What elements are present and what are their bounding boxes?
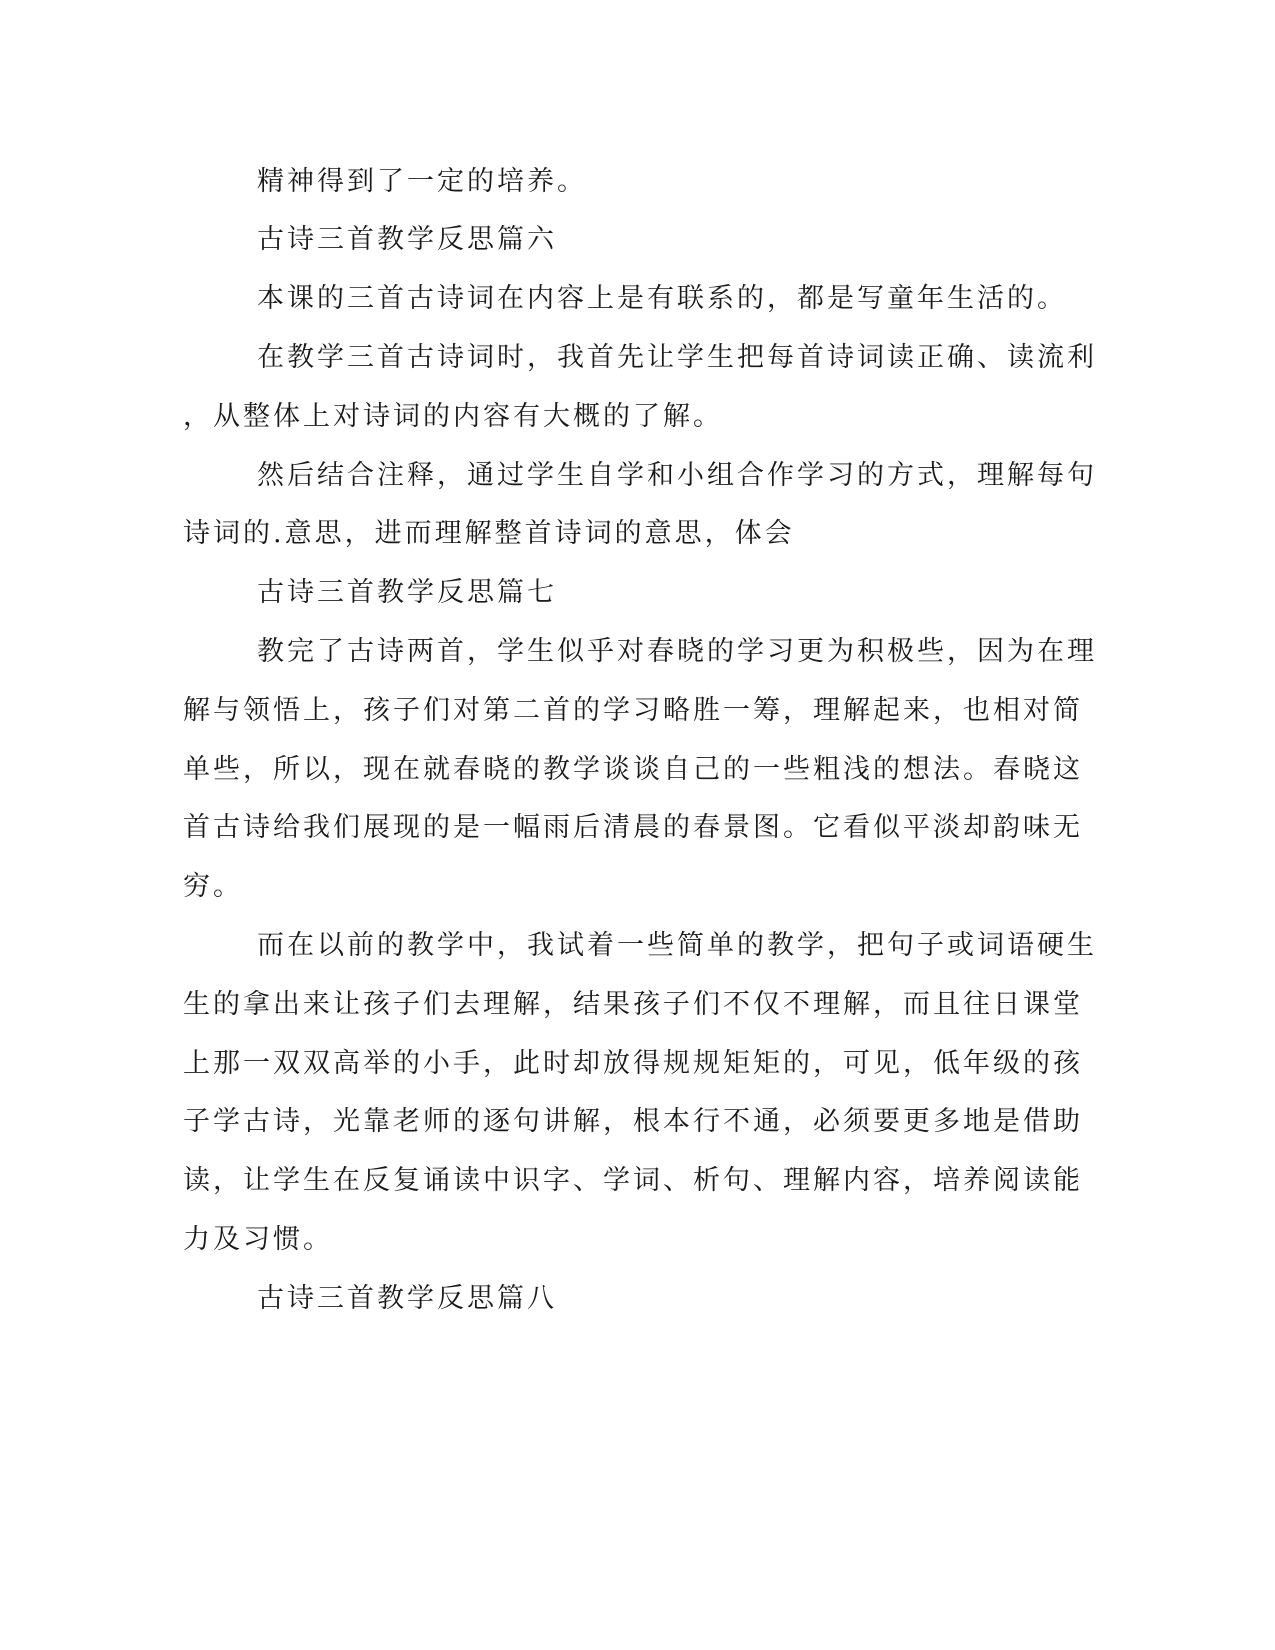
paragraph-line: 读，让学生在反复诵读中识字、学词、析句、理解内容，培养阅读能 — [183, 1165, 1083, 1196]
section-heading: 古诗三首教学反思篇六 — [257, 224, 557, 255]
paragraph-line: 然后结合注释，通过学生自学和小组合作学习的方式，理解每句 — [257, 460, 1097, 491]
paragraph-line: 精神得到了一定的培养。 — [257, 166, 587, 197]
paragraph-line: 教完了古诗两首，学生似乎对春晓的学习更为积极些，因为在理 — [257, 636, 1097, 667]
section-heading: 古诗三首教学反思篇八 — [257, 1283, 557, 1314]
paragraph-line: ，从整体上对诗词的内容有大概的了解。 — [183, 401, 723, 432]
paragraph-line: 解与领悟上，孩子们对第二首的学习略胜一筹，理解起来，也相对简 — [183, 695, 1083, 726]
paragraph-line: 诗词的.意思，进而理解整首诗词的意思，体会 — [183, 518, 795, 549]
paragraph-line: 首古诗给我们展现的是一幅雨后清晨的春景图。它看似平淡却韵味无 — [183, 812, 1083, 843]
paragraph-line: 而在以前的教学中，我试着一些简单的教学，把句子或词语硬生 — [257, 930, 1097, 961]
paragraph-line: 在教学三首古诗词时，我首先让学生把每首诗词读正确、读流利 — [257, 342, 1097, 373]
paragraph-line: 力及习惯。 — [183, 1224, 333, 1255]
paragraph-line: 本课的三首古诗词在内容上是有联系的，都是写童年生活的。 — [257, 283, 1067, 314]
paragraph-line: 子学古诗，光靠老师的逐句讲解，根本行不通，必须要更多地是借助 — [183, 1106, 1083, 1137]
paragraph-line: 单些，所以，现在就春晓的教学谈谈自己的一些粗浅的想法。春晓这 — [183, 754, 1083, 785]
paragraph-line: 上那一双双高举的小手，此时却放得规规矩矩的，可见，低年级的孩 — [183, 1048, 1083, 1079]
paragraph-line: 生的拿出来让孩子们去理解，结果孩子们不仅不理解，而且往日课堂 — [183, 989, 1083, 1020]
section-heading: 古诗三首教学反思篇七 — [257, 577, 557, 608]
paragraph-line: 穷。 — [183, 871, 243, 902]
